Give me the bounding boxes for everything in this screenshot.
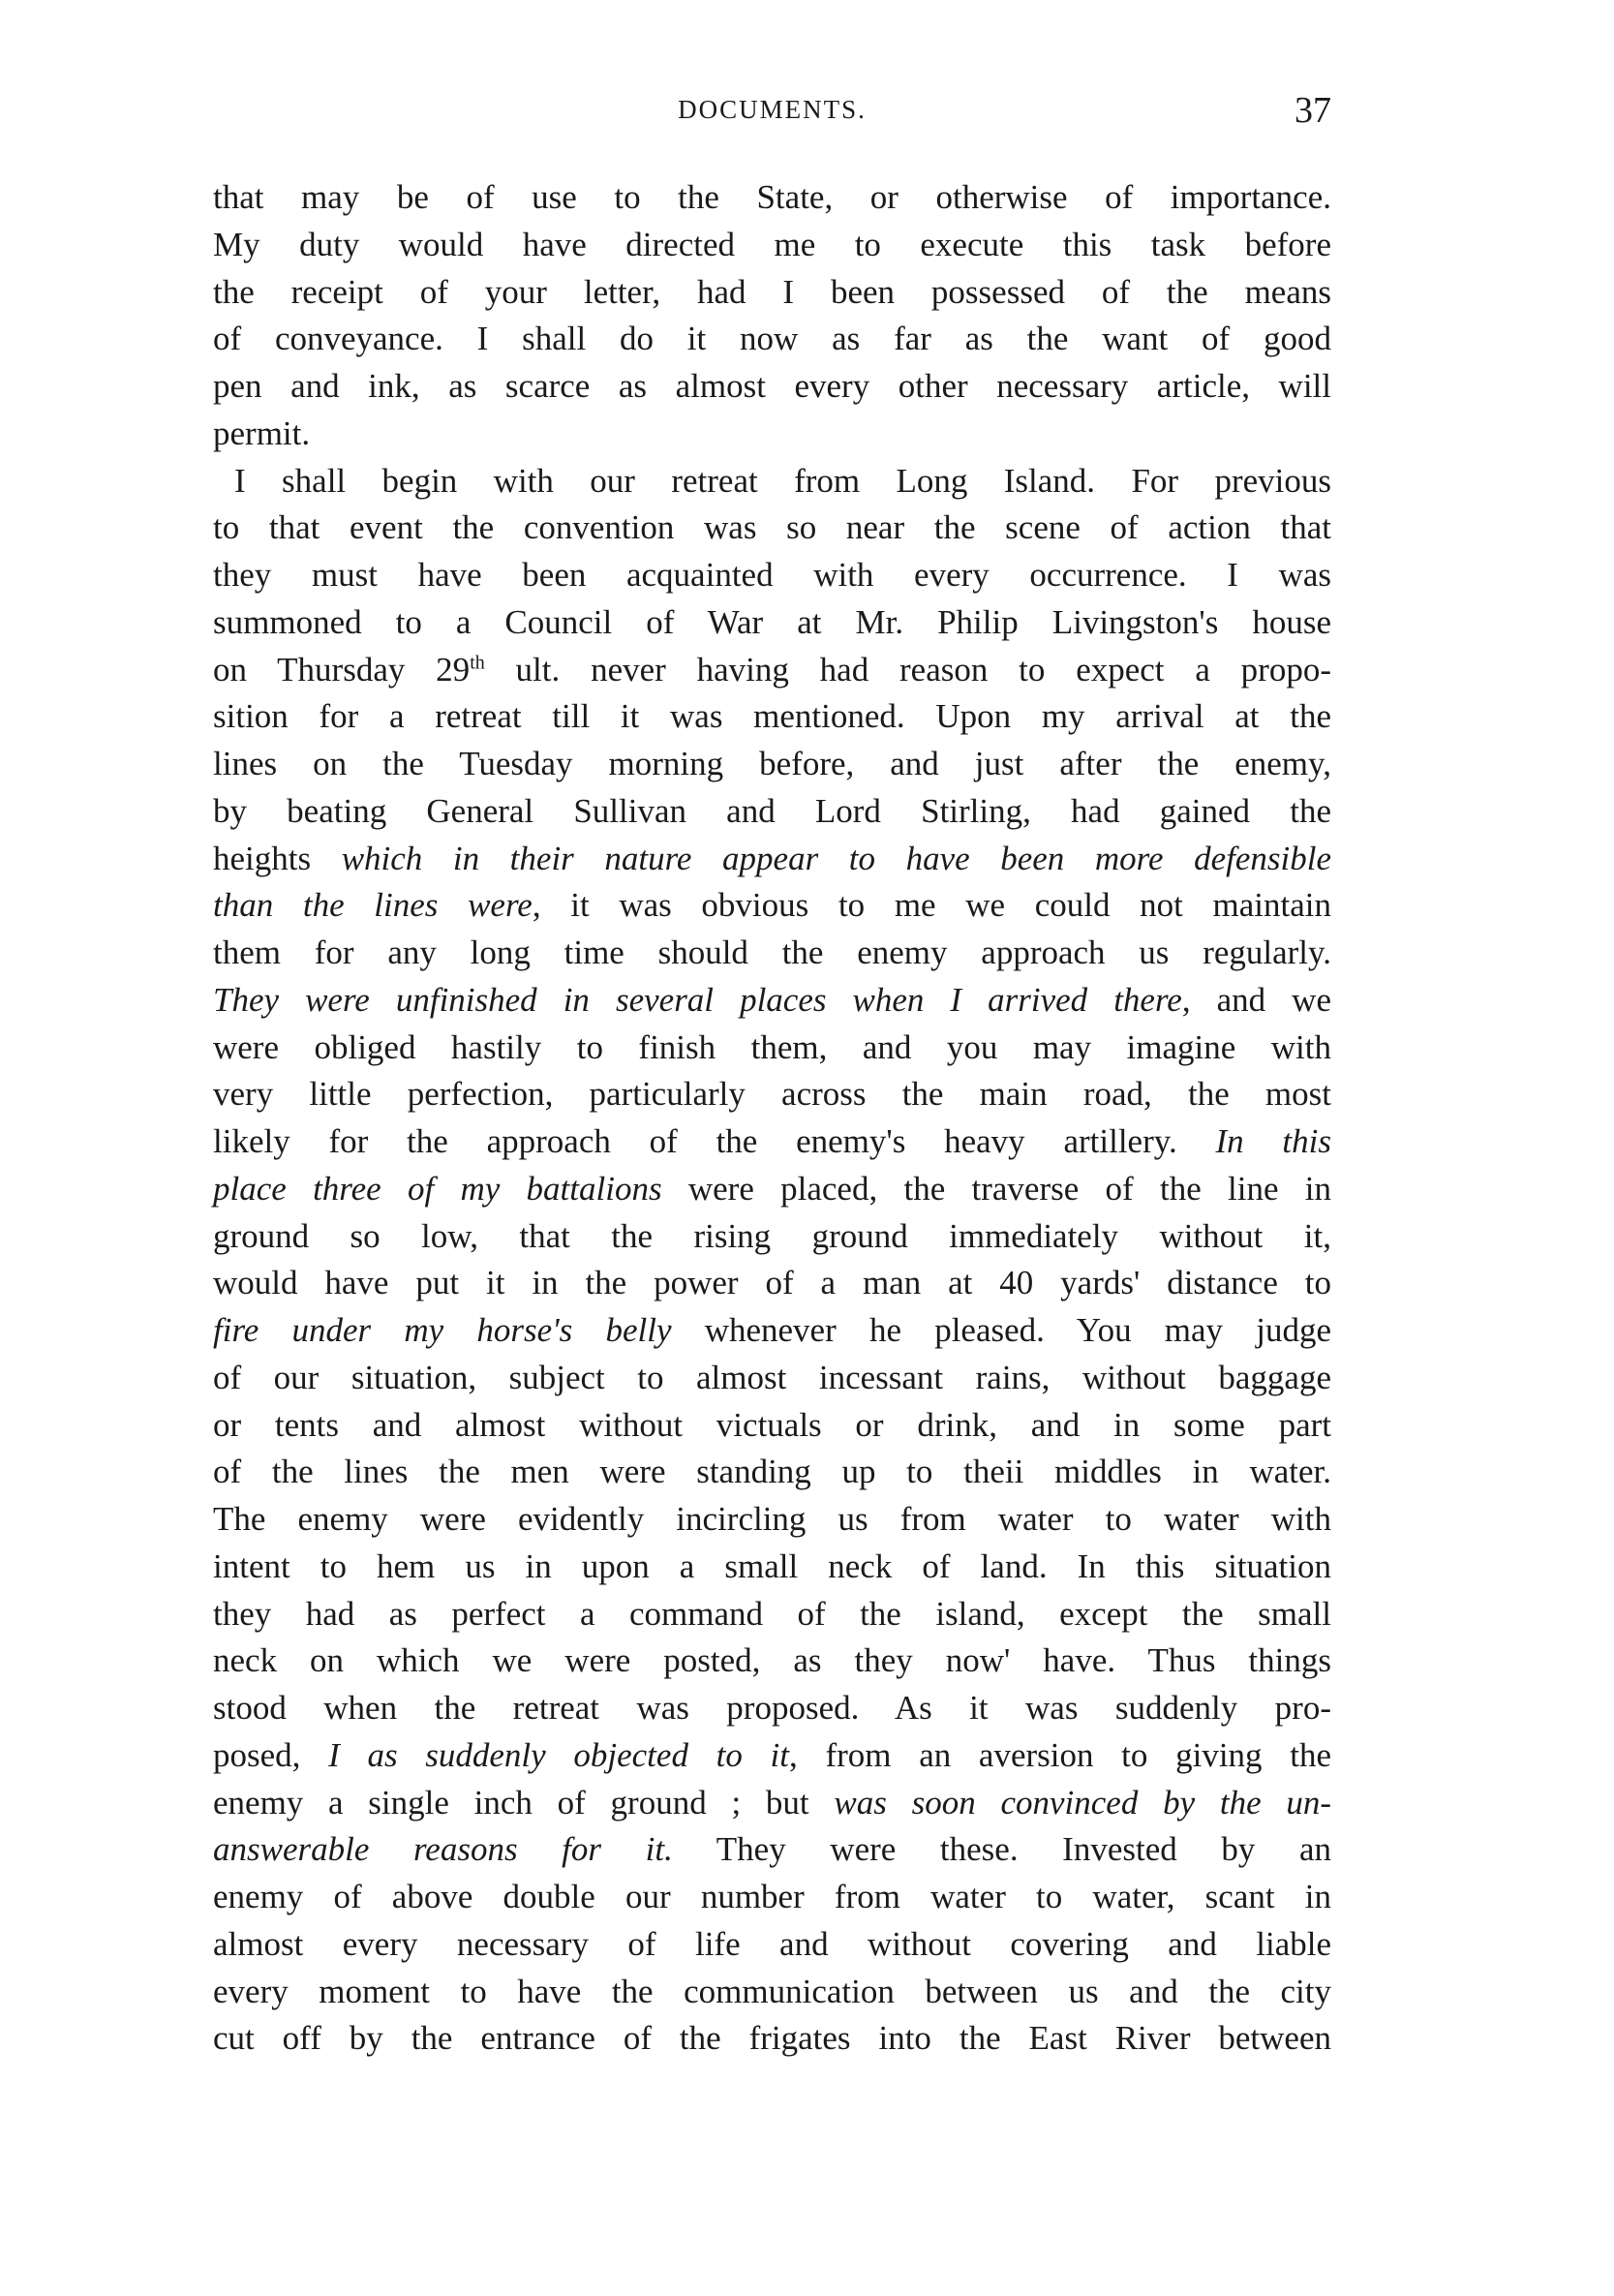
text-segment: by beating General Sullivan and Lord Stirling, had gained the [213,791,1331,830]
text-line [213,458,1331,505]
text-segment: of our situation, subject to almost incessant rains, without baggage [213,1358,1331,1396]
text-segment: sition for a retreat till it was mentioned. Upon my arrival at the [213,697,1331,736]
italic-text: answerable reasons for it. [213,1830,673,1869]
text-segment: stood when the retreat was proposed. As it was suddenly pro- [213,1689,1331,1727]
text-segment: them for any long time should the enemy approach us regularly. [213,934,1331,971]
text-segment: heights [213,839,342,877]
text-segment: were obliged hastily to finish them, and you may imagine with [213,1027,1331,1066]
text-segment: were placed, the traverse of the line in [661,1169,1332,1208]
text-line [213,599,1331,647]
text-segment: whenever he pleased. You may judge [671,1311,1331,1349]
text-line [213,1591,1331,1638]
text-segment: ult. never having had reason to expect a propo- [484,650,1331,689]
italic-text: fire under my horse's belly [213,1311,672,1349]
text-segment: cut off by the entrance of the frigates into the East River between [213,2019,1331,2058]
text-line [213,647,1331,694]
text-segment: of the lines the men were standing up to theii middles in water. [213,1453,1331,1491]
text-line [213,1685,1331,1732]
text-segment: to that event the convention was so near the scene of action that [213,508,1331,547]
text-line [213,505,1331,552]
text-line [213,222,1331,269]
text-line [213,363,1331,411]
text-segment: they must have been acquainted with every occurrence. I was [213,556,1331,594]
text-line [213,741,1331,788]
italic-text: In this [1215,1122,1331,1160]
text-segment: My duty would have directed me to execute this task before [213,225,1331,263]
text-segment: or tents and almost without victuals or drink, and in some part [213,1405,1331,1444]
text-line [213,1025,1331,1072]
italic-text: They were unfinished in several places when I arrived there [213,980,1182,1019]
text-segment: enemy of above double our number from water to water, scant in [213,1878,1331,1915]
text-line [213,269,1331,317]
text-line [213,411,1331,458]
text-segment: I shall begin with our retreat from Long Island. For previous [234,461,1331,500]
text-segment: lines on the Tuesday morning before, and just after the enemy, [213,745,1331,782]
text-line [213,1260,1331,1307]
text-line [213,930,1331,977]
superscript: th [470,651,485,673]
page-number: 37 [1294,90,1331,131]
page-header [213,89,1331,138]
text-line [213,1638,1331,1685]
text-line [213,1874,1331,1921]
text-segment: permit. [213,413,311,452]
text-line [213,1969,1331,2016]
text-segment: of conveyance. I shall do it now as far as the want of good [213,320,1331,358]
text-segment: ground so low, that the rising ground immediately without it, [213,1216,1331,1255]
text-segment: The enemy were evidently incircling us from water to water with [213,1500,1331,1538]
text-segment: , from an aversion to giving the [789,1735,1332,1774]
italic-text: place three of my battalions [213,1169,662,1208]
text-line [213,1732,1331,1780]
text-line [213,788,1331,836]
text-line [213,1071,1331,1118]
text-segment: very little perfection, particularly across the main road, the most [213,1075,1331,1114]
text-segment: the receipt of your letter, had I been possessed of the means [213,272,1331,311]
italic-text: I as suddenly objected to it [328,1735,790,1774]
text-line [213,1402,1331,1450]
text-line [213,1449,1331,1496]
text-line [213,1355,1331,1402]
text-segment: likely for the approach of the enemy's heavy artillery. [213,1122,1216,1160]
text-line [213,882,1331,930]
text-segment: pen and ink, as scarce as almost every other necessary article, will [213,367,1331,405]
text-line [213,1118,1331,1166]
text-segment: posed, [213,1735,329,1774]
text-line [213,1166,1331,1213]
text-segment: that may be of use to the State, or otherwise of importance. [213,178,1331,216]
text-segment: they had as perfect a command of the island, except the small [213,1594,1331,1633]
text-line [213,1544,1331,1591]
text-line [213,1496,1331,1544]
text-segment: , and we [1181,980,1331,1019]
text-segment: every moment to have the communication between us and the city [213,1972,1331,2010]
text-line [213,836,1331,883]
text-segment: They were these. Invested by an [672,1830,1331,1869]
text-segment: intent to hem us in upon a small neck of land. In this situation [213,1546,1331,1585]
text-segment: would have put it in the power of a man at 40 yards' distance to [213,1264,1331,1302]
text-line [213,1780,1331,1827]
italic-text: was soon convinced by the un- [834,1783,1331,1821]
text-line [213,1921,1331,1969]
text-line [213,552,1331,599]
text-line [213,2015,1331,2063]
italic-text: than the lines were [213,886,533,925]
text-line [213,1213,1331,1261]
text-segment: on Thursday 29 [213,650,471,689]
text-segment: almost every necessary of life and without covering and liable [213,1924,1331,1963]
italic-text: which in their nature appear to have been more defensible [341,839,1331,877]
text-line [213,316,1331,363]
text-line [213,693,1331,741]
text-segment: summoned to a Council of War at Mr. Philip Livingston's house [213,602,1331,641]
text-line [213,174,1331,222]
text-segment: , it was obvious to me we could not maintain [532,886,1331,925]
body-text [213,174,1331,2063]
text-segment: neck on which we were posted, as they now' have. Thus things [213,1641,1331,1680]
text-line [213,1826,1331,1874]
text-segment: enemy a single inch of ground ; but [213,1783,835,1821]
text-line [213,1307,1331,1355]
running-head: DOCUMENTS. [678,95,867,124]
text-line [213,977,1331,1025]
